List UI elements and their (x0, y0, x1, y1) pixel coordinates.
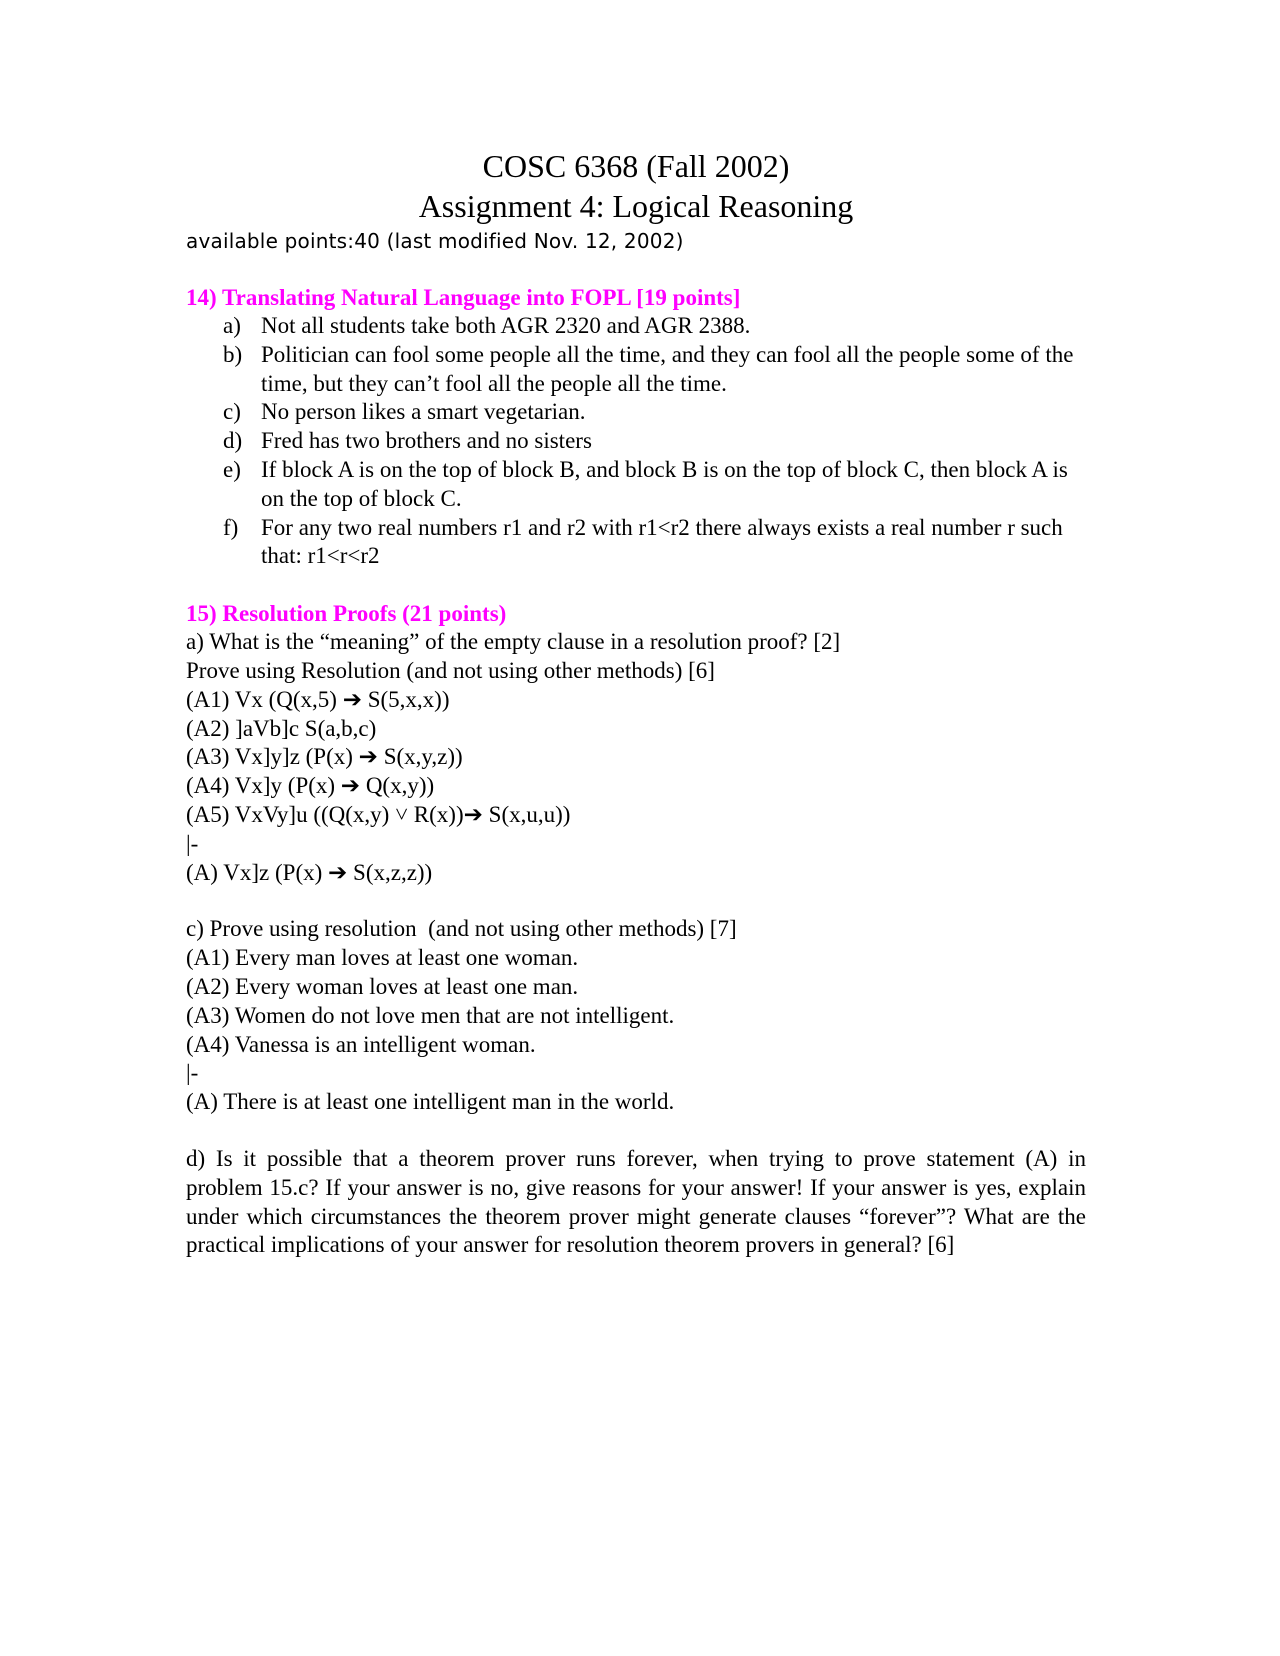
section-14-heading: 14) Translating Natural Language into FOPL [19 points] (186, 285, 741, 310)
item-marker: b) (223, 341, 243, 367)
item-text: No person likes a smart vegetarian. (261, 399, 586, 425)
question-15b-intro: Prove using Resolution (and not using other methods) [6] (186, 657, 715, 683)
formula-line: (A3) Vx]y]z (P(x) ➔ S(x,y,z)) (186, 744, 463, 770)
assignment-title: Assignment 4: Logical Reasoning (418, 188, 854, 224)
formula-line: (A4) Vx]y (P(x) ➔ Q(x,y)) (186, 773, 435, 799)
formula-line: (A5) VxVy]u ((Q(x,y) ˅ R(x))➔ S(x,u,u)) (186, 801, 571, 827)
premise-line: (A1) Every man loves at least one woman. (186, 945, 579, 971)
item-text: Not all students take both AGR 2320 and AGR 2388. (261, 313, 751, 338)
question-15a: a) What is the “meaning” of the empty clause in a resolution proof? [2] (186, 629, 841, 655)
list-item (186, 514, 1086, 572)
turnstile: |- (186, 830, 199, 856)
section-14-list (186, 312, 1086, 571)
item-text: Fred has two brothers and no sisters (261, 428, 592, 454)
item-text: For any two real numbers r1 and r2 with r1<r2 there always exists a real number r such that: r1<r<r2 (261, 514, 1063, 569)
conclusion-line: (A) There is at least one intelligent man in the world. (186, 1089, 675, 1115)
list-item (186, 341, 1086, 399)
item-marker: e) (223, 456, 241, 482)
question-15d: d) Is it possible that a theorem prover runs forever, when trying to prove statement (A) in problem 15.c? If your answer is no, give reasons for your answer! If your answer is yes, explain under which circumstances the theorem prover might generate clauses “forever”? What are the practical implications of your answer for resolution theorem provers in general? [6] (186, 1145, 1086, 1258)
section-15-heading: 15) Resolution Proofs (21 points) (186, 601, 507, 627)
document-content (186, 146, 1086, 1260)
premise-line: (A4) Vanessa is an intelligent woman. (186, 1031, 536, 1057)
question-15c-intro: c) Prove using resolution (and not using other methods) [7] (186, 916, 737, 942)
item-text: Politician can fool some people all the time, and they can fool all the people some of the time, but they can’t fool all the people all the time. (261, 341, 1074, 396)
premise-line: (A3) Women do not love men that are not intelligent. (186, 1002, 675, 1028)
turnstile: |- (186, 1060, 199, 1086)
formula-goal: (A) Vx]z (P(x) ➔ S(x,z,z)) (186, 859, 433, 885)
formula-line: (A2) ]aVb]c S(a,b,c) (186, 715, 377, 741)
list-item (186, 427, 1086, 456)
item-marker: d) (223, 428, 243, 454)
list-item (186, 312, 1086, 341)
item-marker: a) (223, 313, 241, 338)
item-marker: f) (223, 514, 239, 540)
list-item (186, 398, 1086, 427)
list-item (186, 456, 1086, 514)
item-marker: c) (223, 399, 241, 425)
points-meta: available points:40 (last modified Nov. 12, 2002) (186, 229, 684, 253)
premise-line: (A2) Every woman loves at least one man. (186, 973, 579, 999)
formula-line: (A1) Vx (Q(x,5) ➔ S(5,x,x)) (186, 686, 450, 712)
item-text: If block A is on the top of block B, and block B is on the top of block C, then block A is on the top of block C. (261, 456, 1068, 511)
course-title: COSC 6368 (Fall 2002) (482, 148, 790, 184)
